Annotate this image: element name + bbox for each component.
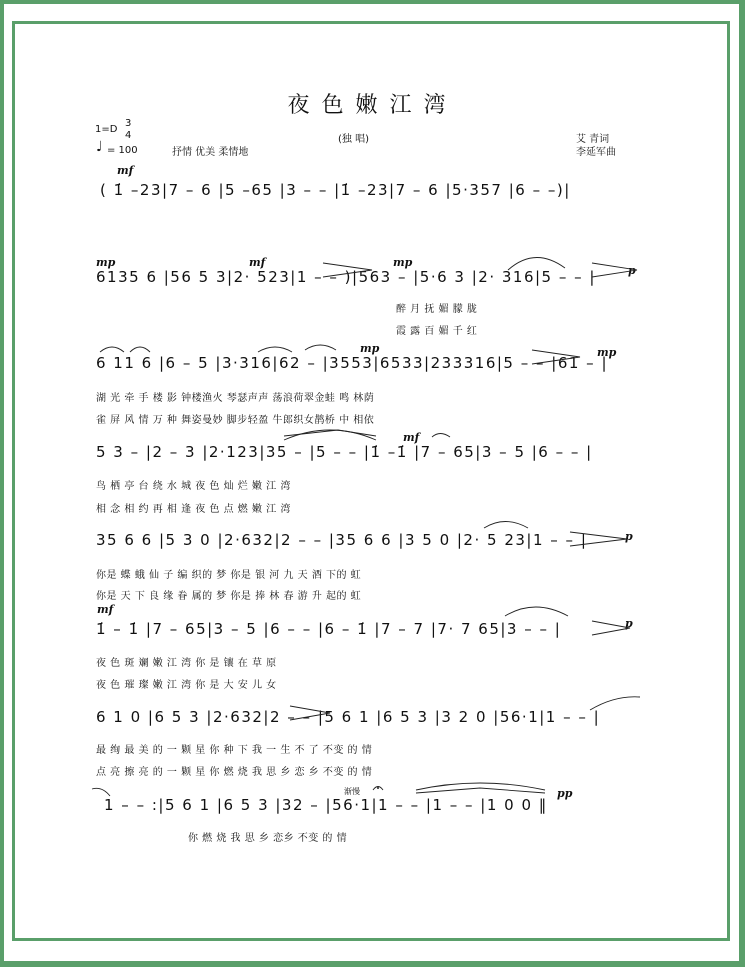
slur-arc: [484, 522, 528, 529]
dynamic-pp: pp: [557, 787, 573, 800]
lyrics-verse-2: 夜 色 璀 璨 嫩 江 湾 你 是 大 安 儿 女: [96, 680, 277, 691]
dynamic-mf: mf: [117, 164, 134, 177]
dynamic-mp: mp: [360, 342, 380, 355]
composer-credit: 李延军曲: [576, 147, 616, 158]
decrescendo-hairpin: [290, 706, 330, 720]
lyrics-verse-1: 鸟 栖 亭 台 绕 水 城 夜 色 灿 烂 嫩 江 湾: [96, 481, 291, 492]
lyrics-verse-1: 湖 光 牵 手 楼 影 钟楼渔火 琴瑟声声 荡浪荷翠金蛙 鸣 林荫: [96, 393, 375, 404]
notation-line: 5 3 – |2 – 3 |2·123|35 – |5 – – |1̇ –1̇ |7 – 65|3 – 5 |6 – – |: [96, 443, 593, 461]
dynamic-mf: mf: [403, 431, 420, 444]
dynamic-mp: mp: [393, 256, 413, 269]
quarter-note-icon: ♩: [96, 139, 103, 155]
decrescendo-hairpin: [532, 350, 580, 364]
ritardando-marking: 渐慢: [344, 787, 360, 796]
slur-arc: [100, 347, 124, 352]
notation-line: 6 1 0 |6 5 3 |2·632|2 – – |5 6 1 |6 5 3 |3 2 0 |56·1|1 – – |: [96, 708, 601, 726]
notation-line: 1 – – :|5 6 1 |6 5 3 |32 – |56·1|1 – – |1 – – |1 0 0 ‖: [104, 796, 548, 814]
lyrics-verse-2: 相 念 相 约 再 相 逢 夜 色 点 燃 嫩 江 湾: [96, 504, 291, 515]
expression-marking: 抒情 优美 柔情地: [172, 147, 249, 158]
key-signature: 1=D: [95, 124, 118, 135]
crescendo-hairpin: [416, 788, 545, 793]
decrescendo-hairpin: [592, 621, 630, 635]
notation-line: ( 1̇ –23|7 – 6 |5 –65 |3 – – |1̇ –23|7 – 6 |5·357 |6 – –)|: [100, 181, 571, 199]
dynamic-mp: mp: [96, 256, 116, 269]
slur-arc: [416, 783, 545, 790]
slur-arc: [130, 347, 150, 352]
time-signature-top: 3: [125, 118, 132, 129]
dynamic-mf: mf: [249, 256, 266, 269]
slur-arc: [305, 345, 336, 350]
slur-arc: [590, 697, 640, 710]
lyrics-verse-2: 雀 屏 风 情 万 种 舞姿曼妙 脚步轻盈 牛郎织女鹊桥 中 相依: [96, 415, 375, 426]
lyrics-verse-1: 醉 月 抚 媚 朦 胧: [396, 304, 478, 315]
slur-arc: [432, 434, 450, 438]
lyrics-verse-2: 你是 天 下 良 缘 眷 属的 梦 你是 捧 林 春 游 升 起的 虹: [96, 591, 362, 602]
dynamic-p: p: [625, 617, 633, 630]
decrescendo-hairpin: [570, 532, 627, 546]
notation-line: 6 11 6 |6 – 5 |3·316|62 – |3553|6533|233316|5 – – |61 – |: [96, 354, 608, 372]
slur-arc: [284, 430, 376, 440]
lyrics-verse-2: 霞 露 百 媚 千 红: [396, 326, 478, 337]
lyrics-verse-2: 点 亮 擦 亮 的 一 颗 星 你 燃 烧 我 思 乡 恋 乡 不变 的 情: [96, 767, 373, 778]
dynamic-p: p: [628, 264, 636, 277]
slur-arc: [505, 607, 568, 616]
notation-line: 6135 6 |56 5 3|2· 523|1 – – )|563 – |5·6 3 |2· 316|5 – – |: [96, 268, 596, 286]
slur-arc: [258, 347, 292, 352]
lyrics-verse-1: 你 燃 烧 我 思 乡 恋乡 不变 的 情: [188, 833, 348, 844]
performance-form: (独 唱): [338, 134, 369, 145]
lyrics-verse-1: 夜 色 斑 斓 嫩 江 湾 你 是 镶 在 草 原: [96, 658, 277, 669]
fermata-dot: [377, 787, 379, 789]
time-signature-bottom: 4: [125, 130, 132, 141]
song-title: 夜色嫩江湾: [287, 93, 458, 118]
slur-arc: [92, 788, 110, 796]
dynamic-p: p: [625, 530, 633, 543]
dynamic-mp: mp: [597, 346, 617, 359]
tempo-marking: = 100: [107, 145, 138, 156]
lyrics-verse-1: 你是 蝶 蛾 仙 子 编 织的 梦 你是 银 河 九 天 酒 下的 虹: [96, 570, 362, 581]
decrescendo-hairpin: [323, 263, 372, 277]
lyricist-credit: 艾 青词: [576, 134, 610, 145]
notation-line: 1̇ – 1̇ |7 – 65|3 – 5 |6 – – |6 – 1̇ |7 – 7 |7· 7 65|3 – – |: [96, 620, 562, 638]
lyrics-verse-1: 最 绚 最 美 的 一 颗 星 你 种 下 我 一 生 不 了 不变 的 情: [96, 745, 373, 756]
slur-arc: [508, 257, 565, 270]
notation-line: 35 6 6 |5 3 0 |2·632|2 – – |35 6 6 |3 5 0 |2· 5 23|1 – – |: [96, 531, 588, 549]
dynamic-mf: mf: [97, 603, 114, 616]
decrescendo-hairpin: [592, 263, 637, 277]
